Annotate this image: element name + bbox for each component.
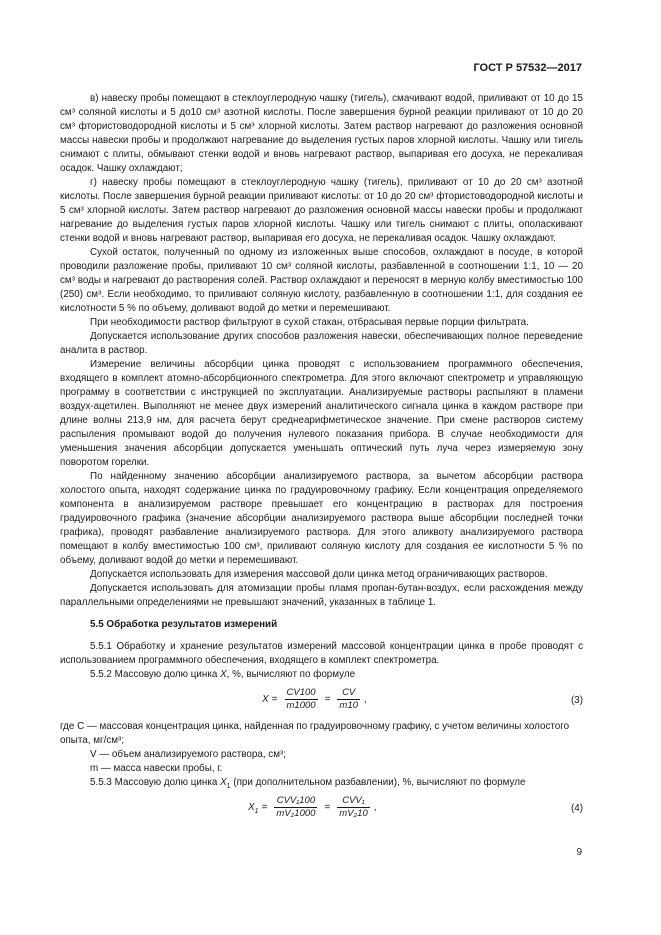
formula-3-fraction-1: $\frac{CV100}{m1000}$ xyxy=(286,687,316,711)
where-m: m — масса навески пробы, г. xyxy=(90,763,223,774)
equals-sign: = xyxy=(261,801,268,813)
formula-4-lhs: $X_1$ xyxy=(248,801,259,815)
clause-5-5-1: 5.5.1 Обработку и хранение результатов измерений массовой концентрации цинка в пробе проводят с использованием программного обеспечения, входящего в комплект спектрометра. xyxy=(60,641,583,666)
formula-4-fraction-1: $\frac{\text{CVV₁100}}{\text{mV₂1000}}$ xyxy=(276,795,316,819)
paragraph-dry-residue: Сухой остаток, полученный по одному из изложенных выше способов, охлаждают в посуде, в которой проводили разложение пробы, приливают 10 см³ соляной кислоты, разбавленной в соотношении 1:1, 10 — 20 см³ воды и нагревают до растворения солей. Раствор охлаждают и переносят в мерную колбу вместимостью 100 (250) см³. Если необходимо, то приливают соляную кислоту, разбавленную в соотношении 1:1, для создания ее кислотности 5 % по объему, доливают водой до метки и перемешивают. xyxy=(60,247,583,314)
clause-5-5-3: 5.5.3 Массовую долю цинка $X_1$ (при дополнительном разбавлении), %, вычисляют по формуле xyxy=(90,777,526,790)
section-title: 5.5 Обработка результатов измерений xyxy=(90,619,278,630)
paragraph-v: в) навеску пробы помещают в стеклоуглеродную чашку (тигель), смачивают водой, приливают от 10 до 15 см³ соляной кислоты и 5 до10 см³ азотной кислоты. После завершения бурной реакции приливают от 10 до 20 см³ фтористоводородной кислоты и 5 см³ хлорной кислоты. Затем раствор нагревают до разложения основной массы навески пробы и продолжают нагревание до выделения густых паров хлорной кислоты. Чашку или тигель снимают с плиты, обмывают стенки водой и вновь нагревают раствор, выпаривая его досуха, не перекаливая осадок. Чашку охлаждают; xyxy=(60,93,583,174)
where-v: V — объем анализируемого раствора, см³; xyxy=(90,749,287,760)
paragraph-g: г) навеску пробы помещают в стеклоуглеродную чашку (тигель), приливают от 10 до 20 см³ азотной кислоты. После завершения бурной реакции приливают кислоты: от 10 до 20 см³ фтористоводородной кислоты и 5 см³ хлорной кислоты. Затем раствор нагревают до разложения основной массы навески пробы и продолжают нагревание до выделения густых паров хлорной кислоты. Чашку или тигель снимают с плиты, ополаскивают стенки водой и вновь нагревают раствор, выпаривая его досуха, не перекаливая осадок. Чашку охлаждают. xyxy=(60,177,583,244)
paragraph-calibration: По найденному значению абсорбции анализируемого раствора, за вычетом абсорбции раствора холостого опыта, находят содержание цинка по градуировочному графику. Если концентрация определяемого компонента в анализируемом растворе превышает его концентрацию в растворах для построения градуировочного графика (значение абсорбции анализируемого раствора выше абсорбции последней точки графика), проводят разбавление анализируемого раствора. Для этого аликвоту анализируемого раствора помещают в колбу вместимостью 100 см³, приливают соляную кислоту для создания ее кислотности 5 % по объему, доливают водой до метки и перемешивают. xyxy=(60,471,583,566)
document-body xyxy=(60,92,583,828)
formula-3: X = $\frac{CV100}{m1000}$ = $\frac{CV}{m10}$ , (3) xyxy=(262,687,583,711)
formula-4-fraction-2: $\frac{\text{CVV₁}}{\text{mV₂10}}$ xyxy=(339,795,368,819)
formula-4: $X_1$ = $\frac{\text{CVV₁100}}{\text{mV₂1000}}$ = $\frac{\text{CVV₁}}{\text{mV₂10}}$ , (4) xyxy=(248,795,583,819)
paragraph-limiting-solutions: Допускается использовать для измерения массовой доли цинка метод ограничивающих растворов. xyxy=(90,569,548,580)
formula-3-number: (3) xyxy=(570,695,583,706)
where-c: где C — массовая концентрация цинка, найденная по градуировочному графику, с учетом величины холостого опыта, мг/см³; xyxy=(60,721,570,746)
formula-4-number: (4) xyxy=(570,803,583,814)
page-number: 9 xyxy=(576,847,582,858)
equals-sign: = xyxy=(324,693,331,705)
paragraph-filter: При необходимости раствор фильтруют в сухой стакан, отбрасывая первые порции фильтрата. xyxy=(90,317,529,328)
equals-sign: = xyxy=(324,801,331,813)
paragraph-propane-flame: Допускается использовать для атомизации пробы пламя пропан-бутан-воздух, если расхождения между параллельными определениями не превышают значений, указанных в таблице 1. xyxy=(60,583,583,608)
paragraph-other-methods: Допускается использование других способов разложения навески, обеспечивающих полное переведение аналита в раствор. xyxy=(60,331,583,356)
formula-3-lhs: X xyxy=(262,693,269,705)
clause-5-5-2: 5.5.2 Массовую долю цинка X, %, вычисляют по формуле xyxy=(90,669,356,680)
equals-sign: = xyxy=(271,693,278,705)
formula-3-fraction-2: $\frac{CV}{m10}$ xyxy=(339,687,358,711)
paragraph-measurement: Измерение величины абсорбции цинка проводят с использованием программного обеспечения, входящего в комплект атомно-абсорбционного спектрометра. Для этого включают спектрометр и управляющую программу в соответствии с инструкцией по эксплуатации. Анализируемые растворы распыляют в пламени воздух-ацетилен. Выполняют не менее двух измерений аналитического сигнала цинка в каждом растворе при длине волны 213,9 нм, для расчета берут среднеарифметическое значение. При смене растворов систему распыления промывают водой до получения нулевого показания прибора. В случае необходимости для уменьшения значения абсорбции допускается уменьшать оптический путь луча через измеряемую зону поворотом горелки. xyxy=(60,359,583,468)
standard-header: ГОСТ Р 57532—2017 xyxy=(473,62,582,74)
